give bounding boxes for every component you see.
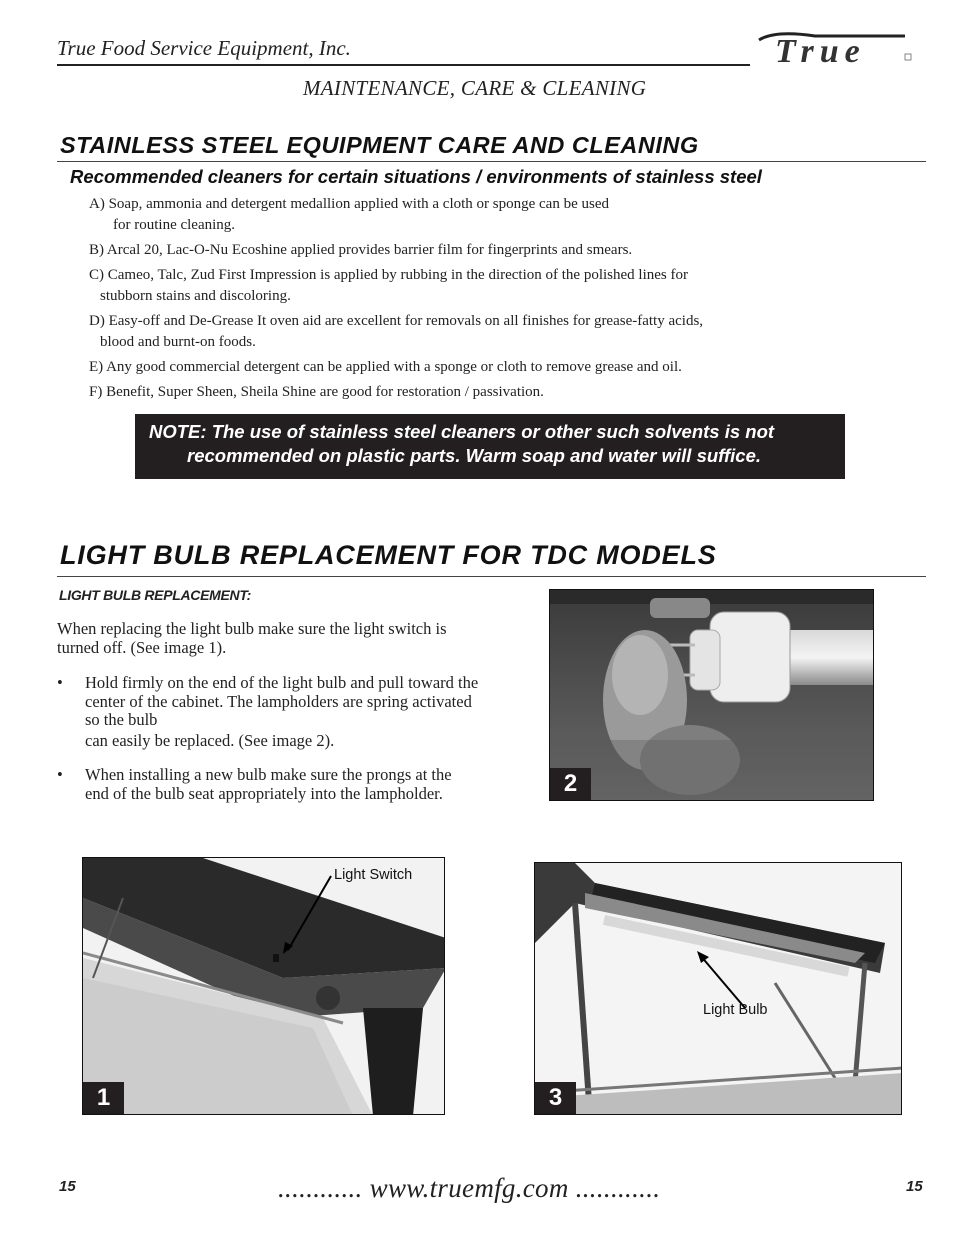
header-rule — [57, 64, 750, 66]
footer-url[interactable]: ............ www.truemfg.com ............ — [278, 1173, 661, 1203]
list-item-line: for routine cleaning. — [113, 217, 236, 233]
callout-light-switch: Light Switch — [334, 867, 413, 883]
photo-light-bulb — [534, 862, 902, 1115]
list-item — [89, 265, 809, 307]
logo-text: True — [775, 33, 866, 70]
list-item-line: B) Arcal 20, Lac-O-Nu Ecoshine applied provides barrier film for fingerprints and smears. — [89, 242, 633, 258]
bullet-text-line: When installing a new bulb make sure the prongs at the end of the bulb seat appropriately into the lampholder. — [85, 765, 452, 803]
list-item — [89, 357, 809, 378]
section2-title: LIGHT BULB REPLACEMENT FOR TDC MODELS — [60, 540, 717, 570]
list-item-line: D) Easy-off and De-Grease It oven aid are excellent for removals on all finishes for grease-fatty acids, — [89, 313, 704, 329]
section1-title: STAINLESS STEEL EQUIPMENT CARE AND CLEANING — [60, 132, 699, 158]
document-subtitle: MAINTENANCE, CARE & CLEANING — [303, 76, 647, 100]
list-item — [89, 311, 809, 353]
list-item — [89, 382, 809, 403]
intro-paragraph: When replacing the light bulb make sure the light switch is turned off. (See image 1). — [57, 619, 447, 657]
list-item-line: A) Soap, ammonia and detergent medallion applied with a cloth or sponge can be used — [89, 196, 609, 212]
cleaner-list — [89, 194, 809, 407]
section1-subtitle: Recommended cleaners for certain situations / environments of stainless steel — [70, 166, 762, 187]
image-number-badge: 2 — [550, 768, 591, 800]
list-item-line: F) Benefit, Super Sheen, Sheila Shine are good for restoration / passivation. — [89, 384, 544, 400]
note-box — [135, 414, 845, 479]
list-item-line: E) Any good commercial detergent can be applied with a sponge or cloth to remove grease and oil. — [89, 359, 682, 375]
image-number-badge: 3 — [535, 1082, 576, 1114]
bullet-text — [85, 674, 495, 750]
bullet-symbol: • — [57, 765, 63, 784]
section1-rule — [57, 161, 926, 162]
page-number-left: 15 — [59, 1178, 76, 1195]
image-number-badge: 1 — [83, 1082, 124, 1114]
list-item-line: C) Cameo, Talc, Zud First Impression is applied by rubbing in the direction of the polished lines for — [89, 267, 688, 283]
callout-light-bulb: Light Bulb — [703, 1002, 768, 1018]
bullet-text — [85, 766, 495, 803]
photo-light-switch — [82, 857, 445, 1115]
section2-subheading: LIGHT BULB REPLACEMENT: — [59, 587, 251, 603]
bullet-text-line: can easily be replaced. (See image 2). — [85, 730, 335, 750]
list-item-line: blood and burnt-on foods. — [100, 334, 256, 350]
page-number-right: 15 — [906, 1178, 923, 1195]
bullet-symbol: • — [57, 673, 63, 692]
list-item-line: stubborn stains and discoloring. — [100, 288, 291, 304]
true-logo — [755, 26, 920, 70]
note-line: recommended on plastic parts. Warm soap and water will suffice. — [187, 445, 762, 466]
section2-rule — [57, 576, 926, 577]
bullet-text-line: Hold firmly on the end of the light bulb and pull toward the center of the cabinet. The lampholders are spring activated so the bulb — [85, 673, 479, 729]
note-line: NOTE: The use of stainless steel cleaners or other such solvents is not — [149, 421, 775, 442]
photo-bulb-removal — [549, 589, 874, 801]
list-item — [89, 240, 809, 261]
company-name: True Food Service Equipment, Inc. — [57, 36, 351, 60]
list-item — [89, 194, 809, 236]
